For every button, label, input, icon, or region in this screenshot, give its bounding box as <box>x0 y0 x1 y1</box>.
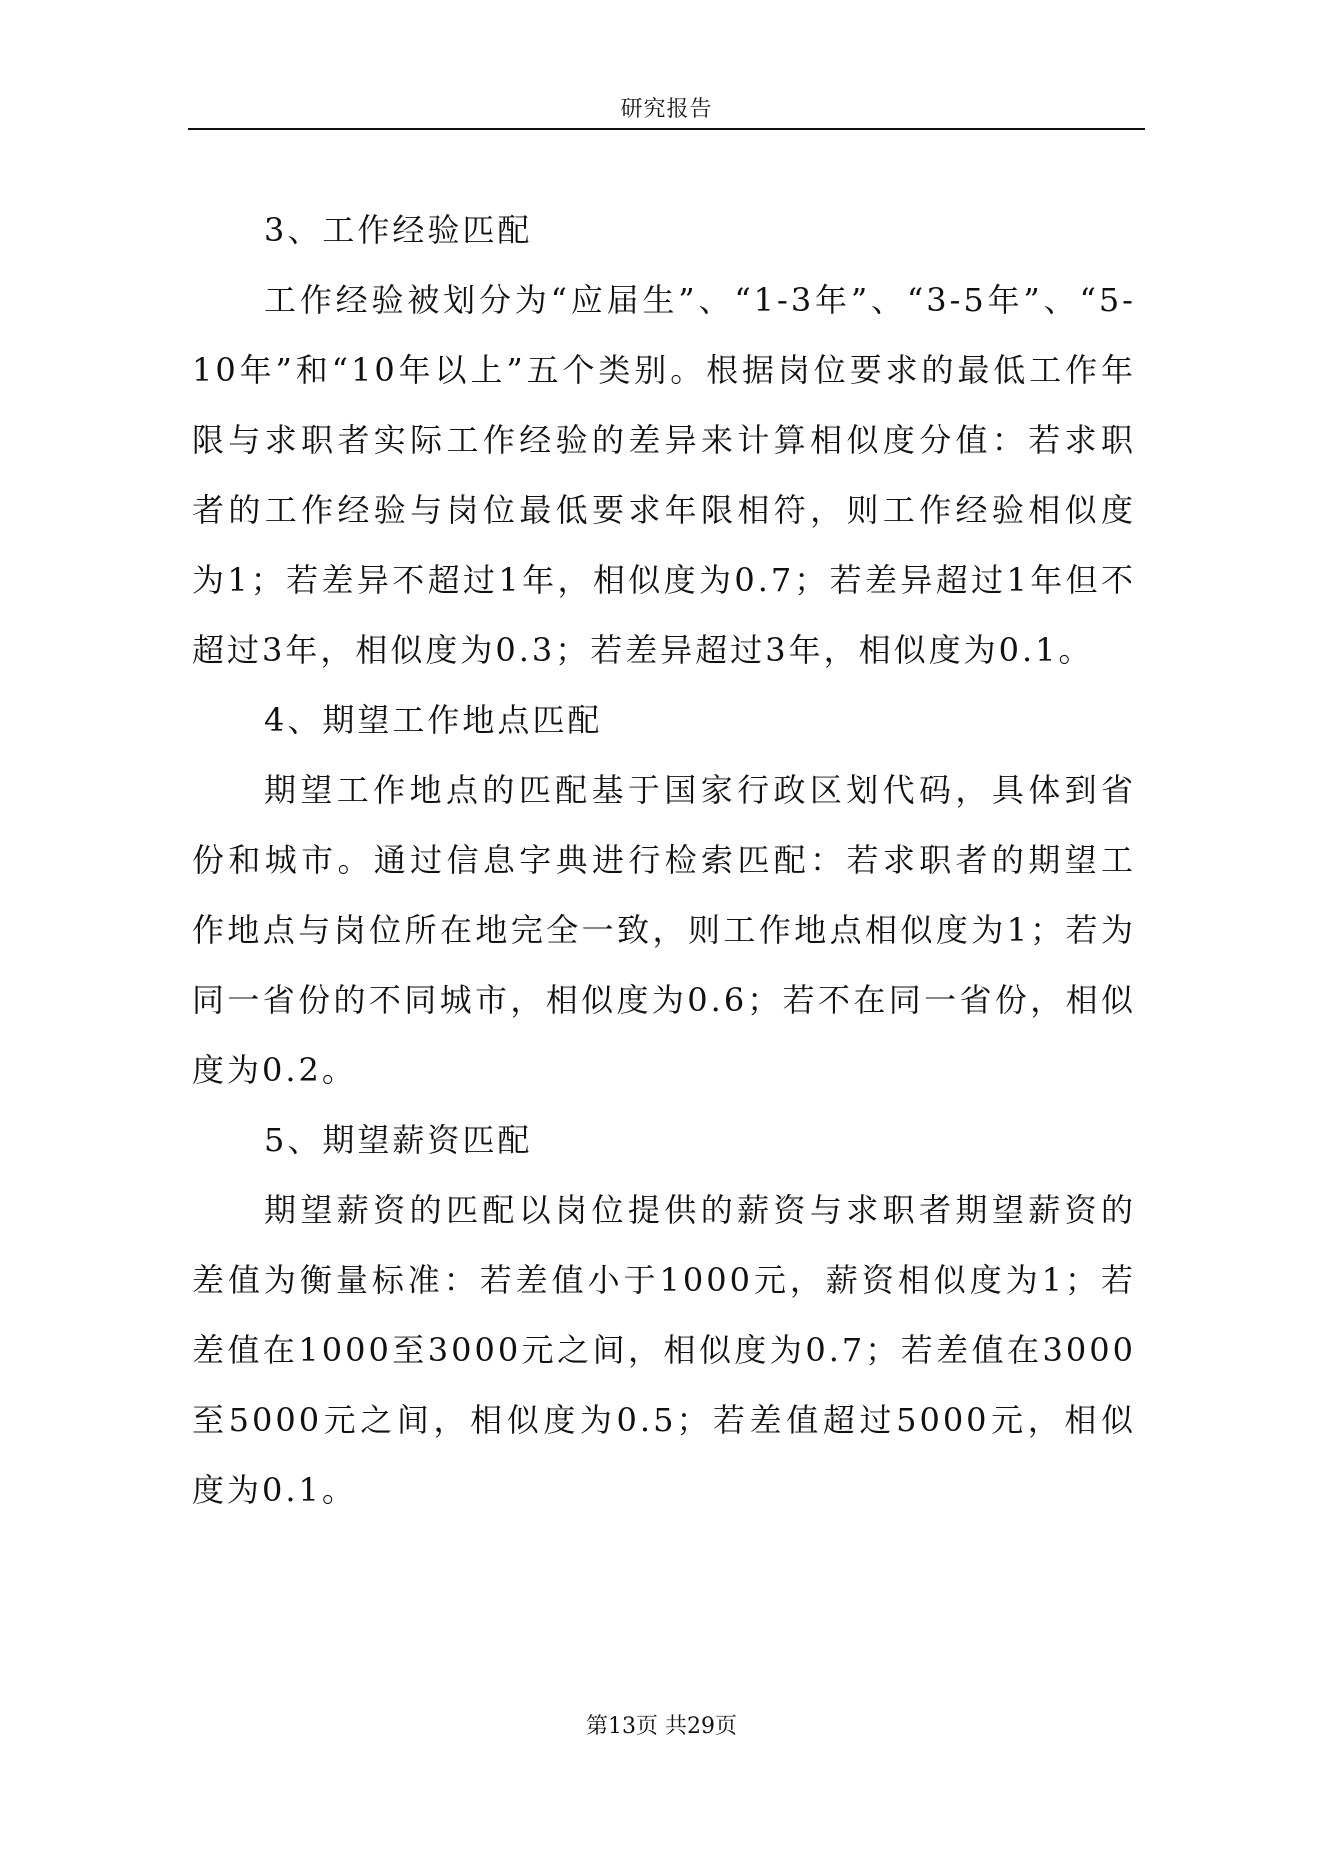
section-paragraph-salary: 期望薪资的匹配以岗位提供的薪资与求职者期望薪资的差值为衡量标准：若差值小于1000元，薪资相似度为1；若差值在1000至3000元之间，相似度为0.7；若差值在3000至5000元之间，相似度为0.5；若差值超过5000元，相似度为0.1。 <box>192 1191 1136 1509</box>
page-number: 第13页 共29页 <box>586 1714 737 1739</box>
section-heading-work-experience: 3、工作经验匹配 <box>264 211 533 249</box>
section-paragraph-work-location: 期望工作地点的匹配基于国家行政区划代码，具体到省份和城市。通过信息字典进行检索匹配：若求职者的期望工作地点与岗位所在地完全一致，则工作地点相似度为1；若为同一省份的不同城市，相似度为0.6；若不在同一省份，相似度为0.2。 <box>192 771 1136 1089</box>
section-heading-work-location: 4、期望工作地点匹配 <box>264 701 603 739</box>
document-body <box>192 195 1136 1525</box>
section-heading-salary: 5、期望薪资匹配 <box>264 1121 533 1159</box>
page-header: 研究报告 <box>620 97 713 122</box>
section-paragraph-work-experience: 工作经验被划分为“应届生”、“1-3年”、“3-5年”、“5-10年”和“10年以上”五个类别。根据岗位要求的最低工作年限与求职者实际工作经验的差异来计算相似度分值：若求职者的工作经验与岗位最低要求年限相符，则工作经验相似度为1；若差异不超过1年，相似度为0.7；若差异超过1年但不超过3年，相似度为0.3；若差异超过3年，相似度为0.1。 <box>192 281 1136 669</box>
header-divider <box>188 128 1145 130</box>
